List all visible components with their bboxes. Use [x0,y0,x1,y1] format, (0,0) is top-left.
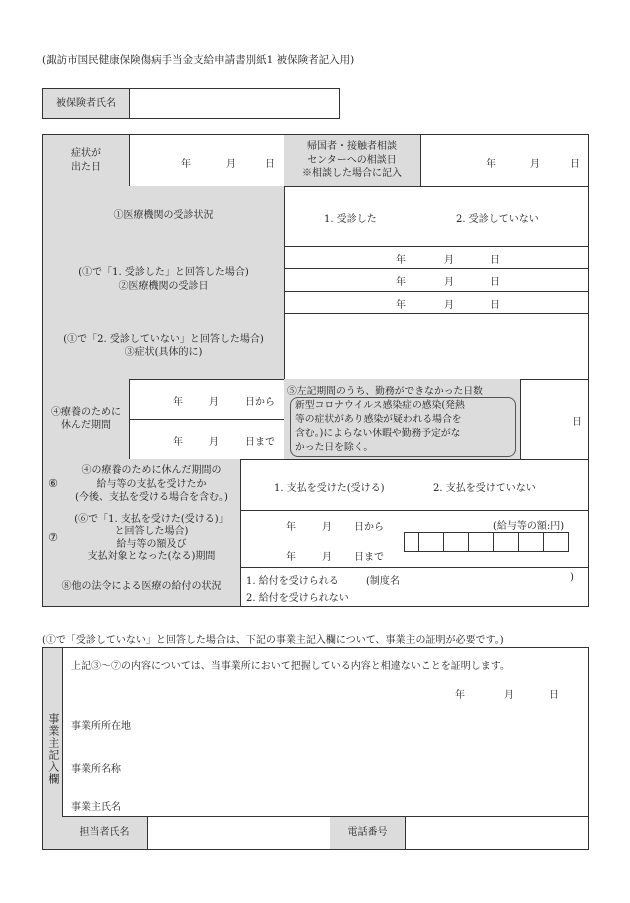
q7-number: ⑦ [42,510,64,568]
day-label: 日 [490,255,500,266]
form-title: (諏訪市国民健康保険傷病手当金支給申請書別紙1 被保険者記入用) [42,54,355,66]
from-label: 日から [354,522,384,533]
q6-options[interactable] [240,459,589,511]
q5-title: ⑤左記期間のうち、勤務ができなかった日数 [287,386,483,397]
employer-side-label: 事業主記入欄 [46,712,60,785]
month-label: 月 [504,690,514,701]
person-name-label: 担当者氏名 [62,816,148,850]
q8-option-not-receivable[interactable]: 2. 給付を受けられない [246,593,349,604]
insured-name-field[interactable] [129,88,340,119]
year-label: 年 [173,397,183,408]
year-label: 年 [173,437,183,448]
from-label: 日から [245,397,275,408]
q6-number: ⑥ [42,459,64,511]
month-label: 月 [209,397,219,408]
phone-label: 電話番号 [330,816,406,850]
q6-option-not-paid[interactable]: 2. 支払を受けていない [433,483,536,494]
day-label: 日 [549,690,559,701]
year-label: 年 [286,552,296,563]
q5-days-field[interactable] [520,379,589,460]
q8-options[interactable] [240,567,589,607]
consult-date-label: 帰国者・接触者相談 センターへの相談日 ※相談した場合に記入 [284,134,421,187]
month-label: 月 [226,159,236,170]
day-label: 日 [490,300,500,311]
amount-label: (給与等の額:円) [493,521,565,532]
amount-digit-boxes[interactable] [404,532,569,553]
q2-date-1[interactable] [284,246,589,269]
month-label: 月 [322,552,332,563]
office-address-label: 事業所所在地 [71,721,131,732]
year-label: 年 [181,159,191,170]
year-label: 年 [455,690,465,701]
q2-label: (①で「1. 受診した」と回答した場合) ②医療機関の受診日 [42,246,285,314]
month-label: 月 [530,159,540,170]
year-label: 年 [286,522,296,533]
office-name-label: 事業所名称 [71,764,121,775]
employer-note: (①で「受診していない」と回答した場合は、下記の事業主記入欄について、事業主の証明が必要です。) [42,635,504,646]
phone-field[interactable] [405,816,589,850]
q1-option-visited[interactable]: 1. 受診した [324,214,377,225]
year-label: 年 [396,255,406,266]
month-label: 月 [444,300,454,311]
employer-side-label-cell [42,647,63,850]
q6-label: ④の療養のために休んだ期間の 給与等の支払を受けたか (今後、支払を受ける場合を含む。) [63,459,241,511]
q4-to-field[interactable] [129,419,285,460]
q6-option-paid[interactable]: 1. 支払を受けた(受ける) [274,483,385,494]
q1-option-not-visited[interactable]: 2. 受診していない [456,214,539,225]
day-label: 日 [490,277,500,288]
q2-date-2[interactable] [284,268,589,292]
symptom-date-label: 症状が 出た日 [42,134,130,187]
day-label: 日 [570,159,580,170]
day-label: 日 [572,417,582,428]
q2-date-3[interactable] [284,291,589,314]
q5-label-cell [284,379,521,460]
person-name-field[interactable] [147,816,331,850]
month-label: 月 [322,522,332,533]
q4-from-field[interactable] [129,379,285,420]
month-label: 月 [444,255,454,266]
q3-symptom-field[interactable] [284,313,589,380]
q8-system-name-open: (制度名 [366,576,400,587]
q7-label: (⑥で「1. 支払を受けた(受ける)」 と回答した場合) 給与等の額及び 支払対象となった(なる)期間 [63,510,241,568]
q1-label: ①医療機関の受診状況 [42,186,285,247]
consult-date-field[interactable] [420,134,589,187]
month-label: 月 [444,277,454,288]
to-label: 日まで [245,437,275,448]
q7-fields[interactable] [240,510,589,568]
q8-system-name-close: ) [570,572,574,583]
q5-note: 新型コロナウイルス感染症の感染(発熱 等の症状があり感染が疑われる場合を 含む。)によらない休暇や勤務予定がな かった日を除く。 [290,397,516,457]
owner-name-label: 事業主氏名 [71,802,121,813]
year-label: 年 [486,159,496,170]
year-label: 年 [396,300,406,311]
month-label: 月 [209,437,219,448]
q1-options[interactable] [284,186,589,247]
q8-label: ⑧他の法令による医療の給付の状況 [42,567,241,607]
q4-label: ④療養のために 休んだ期間 [42,379,130,460]
q3-label: (①で「2. 受診していない」と回答した場合) ③症状(具体的に) [42,313,285,380]
q8-option-receivable[interactable]: 1. 給付を受けられる [246,576,339,587]
insured-name-label: 被保険者氏名 [42,88,130,119]
day-label: 日 [265,159,275,170]
employer-certify-area[interactable] [62,647,589,817]
employer-certify-text: 上記③～⑦の内容については、当事業所において把握している内容と相違ないことを証明します。 [71,661,510,672]
symptom-date-field[interactable] [129,134,285,187]
to-label: 日まで [354,552,384,563]
year-label: 年 [396,277,406,288]
